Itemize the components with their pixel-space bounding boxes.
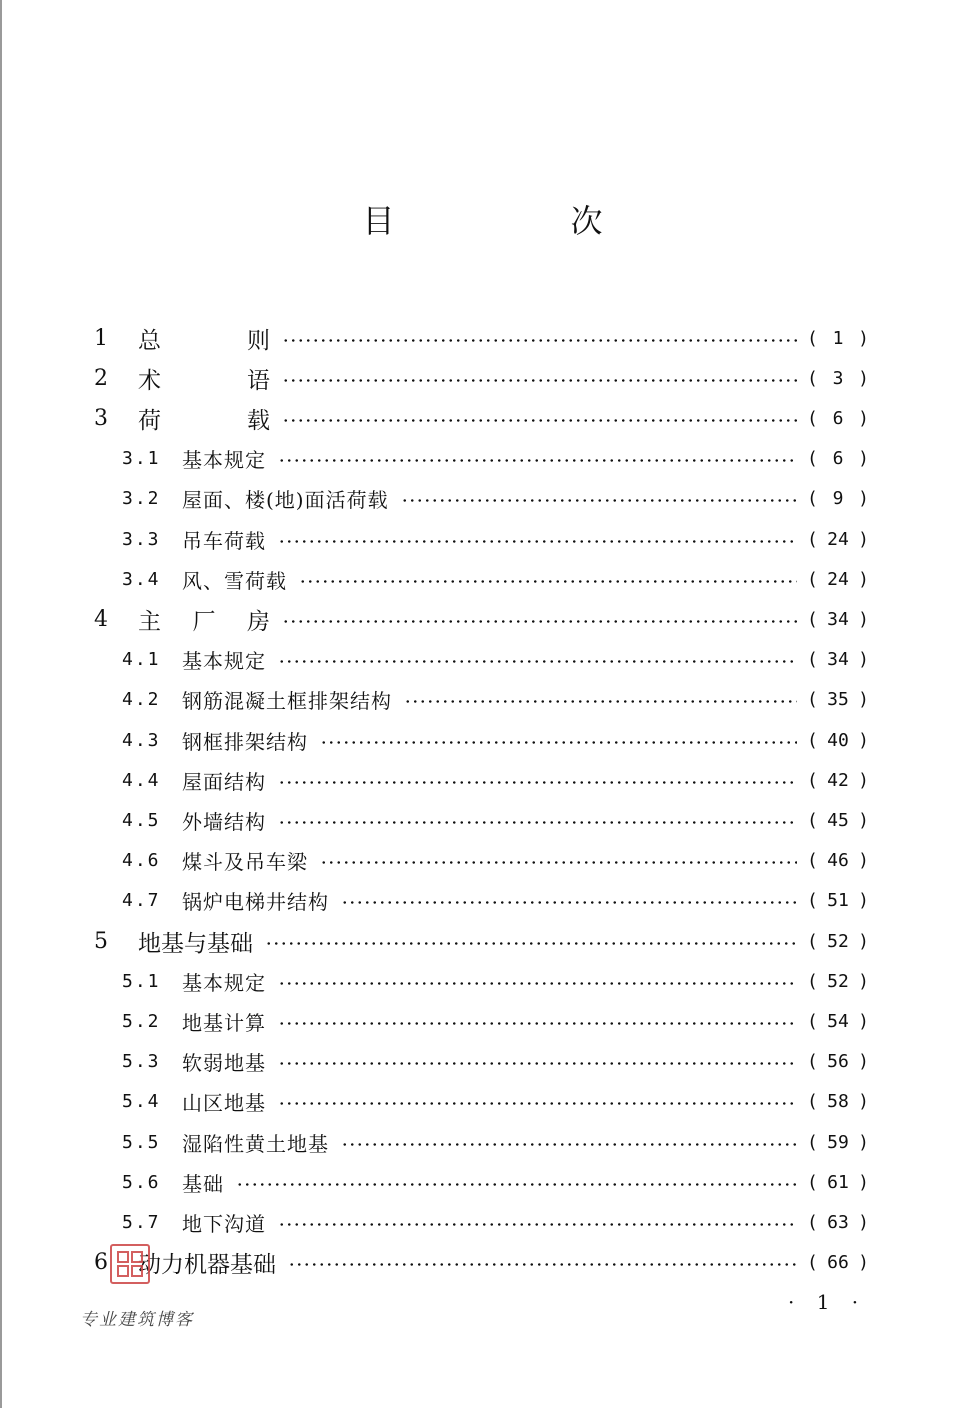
toc-label: 屋面结构 (182, 769, 266, 794)
toc-row[interactable] (122, 720, 869, 760)
toc-page-number: 61 (827, 1171, 849, 1193)
toc-number: 5.4 (122, 1091, 161, 1113)
paren-close: ) (858, 1171, 869, 1193)
toc-number: 3.1 (122, 448, 161, 470)
toc-page-ref (807, 609, 869, 630)
toc-number: 5.7 (122, 1211, 161, 1233)
toc-row[interactable] (122, 800, 869, 840)
toc-number: 5.5 (122, 1131, 161, 1153)
dot-leader (278, 540, 797, 543)
toc-page-number: 9 (832, 488, 844, 510)
toc-label: 动力机器基础 (138, 1252, 276, 1279)
toc-page-ref (807, 448, 869, 469)
dot-leader (278, 660, 797, 663)
toc-label: 地基计算 (182, 1010, 266, 1035)
toc-page-ref (807, 649, 869, 670)
paren-open: ( (807, 809, 818, 831)
toc-page-number: 42 (827, 769, 849, 791)
toc-row[interactable] (122, 479, 869, 519)
toc-number: 5.1 (122, 970, 161, 992)
toc-page-ref (807, 368, 869, 389)
toc-page-number: 58 (827, 1091, 849, 1113)
paren-close: ) (858, 1211, 869, 1233)
paren-open: ( (807, 1131, 818, 1153)
dot-leader (288, 1263, 797, 1266)
toc-row[interactable] (122, 559, 869, 599)
toc-row[interactable] (122, 640, 869, 680)
toc-page-ref (807, 730, 869, 751)
toc-number: 5.3 (122, 1051, 161, 1073)
toc-number: 3.2 (122, 488, 161, 510)
paren-close: ) (858, 1051, 869, 1073)
toc-number: 4.5 (122, 809, 161, 831)
toc-row[interactable] (94, 599, 869, 639)
toc-row[interactable] (122, 1162, 869, 1202)
dot-leader (282, 379, 797, 382)
paren-open: ( (807, 448, 818, 470)
paren-close: ) (858, 528, 869, 550)
toc-page-ref (807, 408, 869, 429)
dot-leader (278, 1102, 797, 1105)
dot-leader (236, 1183, 797, 1186)
paren-open: ( (807, 1010, 818, 1032)
toc-label: 吊车荷载 (182, 528, 266, 553)
toc-label: 湿陷性黄土地基 (182, 1131, 329, 1156)
toc-label: 钢筋混凝土框排架结构 (182, 689, 392, 714)
toc-label: 基本规定 (182, 970, 266, 995)
paren-open: ( (807, 729, 818, 751)
dot-leader (282, 419, 797, 422)
toc-number: 2 (94, 365, 108, 391)
dot-leader (278, 821, 797, 824)
toc-row[interactable] (122, 1202, 869, 1242)
toc-page-ref (807, 1011, 869, 1032)
paren-open: ( (807, 1171, 818, 1193)
paren-close: ) (858, 407, 869, 429)
dot-leader (278, 982, 797, 985)
toc-row[interactable] (122, 519, 869, 559)
dot-leader (282, 339, 797, 342)
toc-page-ref (807, 890, 869, 911)
toc-label: 主厂房 (138, 608, 270, 635)
dot-leader (401, 499, 797, 502)
paren-close: ) (858, 930, 869, 952)
paren-close: ) (858, 488, 869, 510)
toc-label: 山区地基 (182, 1091, 266, 1116)
paren-open: ( (807, 850, 818, 872)
toc-page-number: 56 (827, 1051, 849, 1073)
dot-leader (404, 700, 797, 703)
toc-row[interactable] (122, 1122, 869, 1162)
paren-open: ( (807, 930, 818, 952)
dot-leader (320, 861, 797, 864)
paren-open: ( (807, 528, 818, 550)
toc-page-number: 34 (827, 608, 849, 630)
paren-open: ( (807, 769, 818, 791)
toc-page-ref (807, 1212, 869, 1233)
toc-number: 4.1 (122, 649, 161, 671)
paren-open: ( (807, 1051, 818, 1073)
toc-page-number: 52 (827, 930, 849, 952)
toc-page-ref (807, 1091, 869, 1112)
toc-number: 4 (94, 606, 108, 632)
toc-page-number: 51 (827, 890, 849, 912)
paren-open: ( (807, 608, 818, 630)
toc-label: 荷 载 (138, 407, 270, 434)
paren-close: ) (858, 809, 869, 831)
dot-leader (278, 781, 797, 784)
toc-number: 4.3 (122, 729, 161, 751)
toc-row[interactable] (94, 1243, 869, 1283)
toc-row[interactable] (122, 439, 869, 479)
toc-page-number: 52 (827, 970, 849, 992)
toc-label: 基本规定 (182, 649, 266, 674)
toc-page-ref (807, 1051, 869, 1072)
paren-close: ) (858, 1010, 869, 1032)
toc-label: 钢框排架结构 (182, 729, 308, 754)
paren-close: ) (858, 1252, 869, 1274)
toc-number: 4.6 (122, 850, 161, 872)
paren-close: ) (858, 327, 869, 349)
paren-open: ( (807, 689, 818, 711)
toc-label: 锅炉电梯井结构 (182, 890, 329, 915)
toc-number: 1 (94, 325, 108, 351)
toc-page-ref (807, 1252, 869, 1273)
watermark-text: 专业建筑博客 (80, 1310, 194, 1330)
toc-page-number: 6 (832, 407, 844, 429)
toc-label: 总 则 (138, 327, 270, 354)
toc-page-number: 3 (832, 367, 844, 389)
toc-page-number: 54 (827, 1010, 849, 1032)
paren-open: ( (807, 970, 818, 992)
toc-number: 4.7 (122, 890, 161, 912)
toc-page-ref (807, 569, 869, 590)
paren-close: ) (858, 689, 869, 711)
toc-page-number: 24 (827, 528, 849, 550)
toc-page-ref (807, 689, 869, 710)
dot-leader (278, 459, 797, 462)
toc-page-ref (807, 488, 869, 509)
page-number: · 1 · (788, 1290, 867, 1314)
toc-page-ref (807, 971, 869, 992)
dot-leader (299, 580, 797, 583)
toc-page-ref (807, 1172, 869, 1193)
paren-close: ) (858, 1091, 869, 1113)
toc-page-number: 46 (827, 850, 849, 872)
paren-close: ) (858, 649, 869, 671)
page-title: 目 次 (362, 202, 675, 240)
toc-page-number: 1 (832, 327, 844, 349)
paren-open: ( (807, 1211, 818, 1233)
toc-row[interactable] (122, 1042, 869, 1082)
toc-page-ref (807, 810, 869, 831)
paren-close: ) (858, 769, 869, 791)
paren-open: ( (807, 1252, 818, 1274)
toc-page-number: 63 (827, 1211, 849, 1233)
toc-number: 4.4 (122, 769, 161, 791)
paren-open: ( (807, 649, 818, 671)
seal-stamp-icon (110, 1244, 150, 1284)
toc-page-ref (807, 529, 869, 550)
toc-label: 屋面、楼(地)面活荷载 (182, 488, 389, 513)
paren-open: ( (807, 890, 818, 912)
toc-label: 基本规定 (182, 448, 266, 473)
paren-open: ( (807, 367, 818, 389)
toc-page-ref (807, 1132, 869, 1153)
toc-label: 软弱地基 (182, 1051, 266, 1076)
dot-leader (341, 901, 797, 904)
dot-leader (278, 1022, 797, 1025)
paren-close: ) (858, 1131, 869, 1153)
toc-page-number: 24 (827, 568, 849, 590)
paren-open: ( (807, 407, 818, 429)
toc-page-number: 6 (832, 448, 844, 470)
paren-close: ) (858, 729, 869, 751)
toc-number: 4.2 (122, 689, 161, 711)
paren-open: ( (807, 327, 818, 349)
paren-open: ( (807, 568, 818, 590)
toc-number: 5.2 (122, 1010, 161, 1032)
toc-row[interactable] (94, 358, 869, 398)
paren-close: ) (858, 970, 869, 992)
toc-row[interactable] (122, 1082, 869, 1122)
toc-label: 外墙结构 (182, 809, 266, 834)
toc-number: 5 (94, 928, 108, 954)
toc-page-number: 66 (827, 1252, 849, 1274)
toc-page-number: 59 (827, 1131, 849, 1153)
toc-row[interactable] (94, 398, 869, 438)
toc-row[interactable] (94, 318, 869, 358)
toc-number: 3 (94, 405, 108, 431)
paren-open: ( (807, 488, 818, 510)
toc-label: 基础 (182, 1171, 224, 1196)
toc-page-number: 34 (827, 649, 849, 671)
toc-row[interactable] (122, 760, 869, 800)
toc-row[interactable] (122, 841, 869, 881)
dot-leader (278, 1223, 797, 1226)
dot-leader (282, 620, 797, 623)
toc-number: 3.3 (122, 528, 161, 550)
toc-label: 术 语 (138, 367, 270, 394)
paren-close: ) (858, 568, 869, 590)
toc-row[interactable] (122, 680, 869, 720)
toc-number: 6 (94, 1250, 108, 1276)
toc-label: 地基与基础 (138, 930, 253, 957)
dot-leader (265, 942, 797, 945)
toc-row[interactable] (122, 1001, 869, 1041)
toc-page-ref (807, 931, 869, 952)
toc-label: 地下沟道 (182, 1211, 266, 1236)
paren-close: ) (858, 850, 869, 872)
paren-close: ) (858, 890, 869, 912)
toc-label: 煤斗及吊车梁 (182, 850, 308, 875)
paren-close: ) (858, 608, 869, 630)
dot-leader (278, 1062, 797, 1065)
toc-page-number: 40 (827, 729, 849, 751)
toc-number: 3.4 (122, 568, 161, 590)
paren-close: ) (858, 367, 869, 389)
toc-number: 5.6 (122, 1171, 161, 1193)
toc-page-number: 35 (827, 689, 849, 711)
toc-row[interactable] (122, 881, 869, 921)
paren-close: ) (858, 448, 869, 470)
paren-open: ( (807, 1091, 818, 1113)
toc-label: 风、雪荷载 (182, 568, 287, 593)
toc-row[interactable] (122, 961, 869, 1001)
toc-page-number: 45 (827, 809, 849, 831)
toc-page-ref (807, 850, 869, 871)
toc-row[interactable] (94, 921, 869, 961)
dot-leader (341, 1143, 797, 1146)
dot-leader (320, 741, 797, 744)
toc-page-ref (807, 328, 869, 349)
toc-page-ref (807, 770, 869, 791)
